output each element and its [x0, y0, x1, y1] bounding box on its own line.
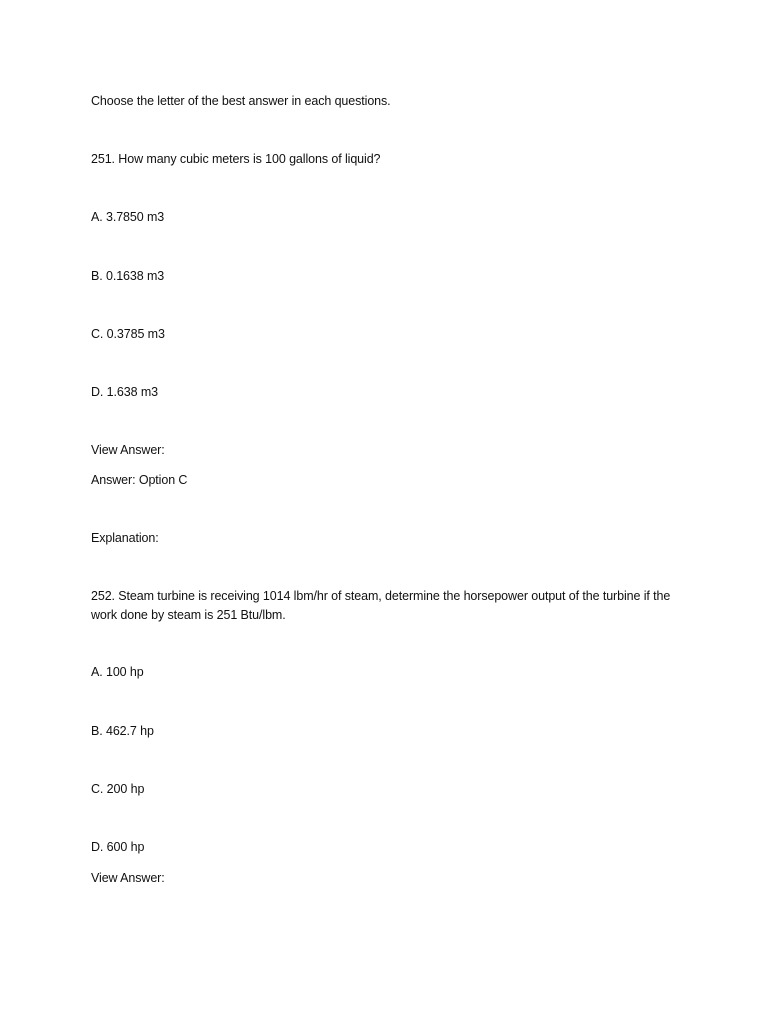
question-252-text: 252. Steam turbine is receiving 1014 lbm/hr of steam, determine the horsepower output of the turbine if the work done by steam is 251 Btu/lbm. [91, 589, 671, 622]
question-251-option-d: D. 1.638 m3 [91, 385, 158, 399]
question-251-option-b: B. 0.1638 m3 [91, 269, 165, 283]
question-251-text: 251. How many cubic meters is 100 gallons of liquid? [91, 152, 381, 166]
question-252-option-a: A. 100 hp [91, 665, 144, 679]
question-251-view-answer: View Answer: [91, 443, 165, 457]
question-252-view-answer: View Answer: [91, 871, 165, 885]
question-252-option-b: B. 462.7 hp [91, 724, 154, 738]
instructions-text: Choose the letter of the best answer in each questions. [91, 94, 391, 108]
question-251-answer: Answer: Option C [91, 473, 188, 487]
question-251-explanation: Explanation: [91, 531, 159, 545]
question-251-option-c: C. 0.3785 m3 [91, 327, 165, 341]
question-252-option-c: C. 200 hp [91, 782, 145, 796]
question-251-option-a: A. 3.7850 m3 [91, 210, 165, 224]
question-252-option-d: D. 600 hp [91, 840, 145, 854]
